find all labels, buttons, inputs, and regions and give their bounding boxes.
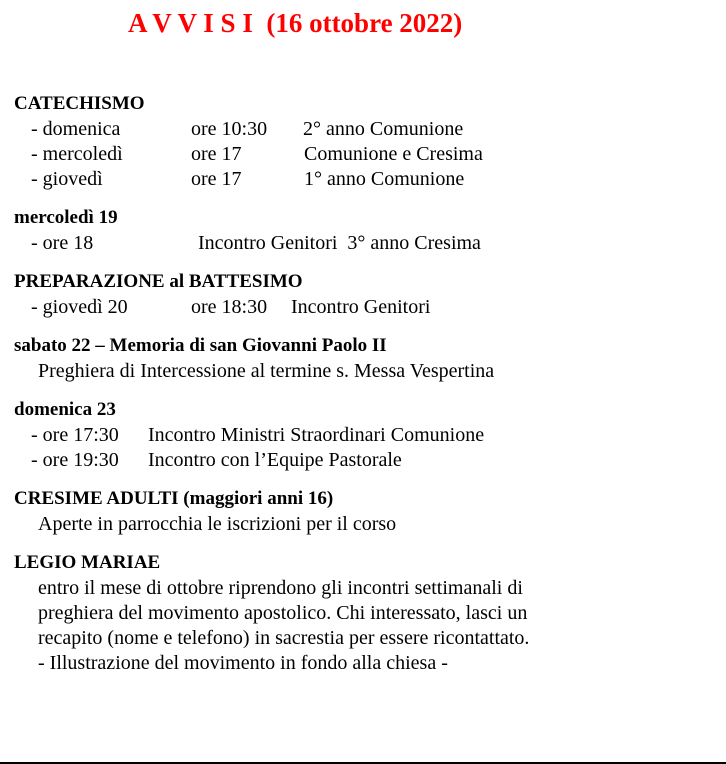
row-day: - ore 18: [31, 232, 94, 254]
section-cresime-adulti: [14, 486, 726, 537]
row-time: ore 17: [191, 143, 242, 165]
schedule-row: [14, 142, 726, 167]
section-preparazione-battesimo: [14, 269, 726, 320]
section-line: entro il mese di ottobre riprendono gli incontri settimanali di: [38, 577, 523, 599]
section-heading: CRESIME ADULTI (maggiori anni 16): [14, 488, 334, 509]
section-domenica-23: [14, 397, 726, 473]
row-time: ore 18:30: [191, 296, 268, 318]
row-day: - ore 17:30: [31, 424, 119, 446]
schedule-row: [14, 295, 726, 320]
section-line: Preghiera di Intercessione al termine s. Messa Vespertina: [38, 360, 495, 382]
section-line: - Illustrazione del movimento in fondo alla chiesa -: [38, 652, 448, 674]
row-day: - giovedì 20: [31, 296, 128, 318]
section-heading: LEGIO MARIAE: [14, 552, 161, 573]
row-description: 1° anno Comunione: [304, 168, 465, 190]
section-heading: sabato 22 – Memoria di san Giovanni Paolo II: [14, 335, 387, 356]
row-description: Incontro Genitori: [291, 296, 431, 318]
row-day: - ore 19:30: [31, 449, 119, 471]
section-legio-mariae: [14, 550, 726, 676]
section-line: Aperte in parrocchia le iscrizioni per il corso: [38, 513, 397, 535]
section-sabato-22: [14, 333, 726, 384]
section-mercoledi-19: [14, 205, 726, 256]
row-description: Incontro Ministri Straordinari Comunione: [148, 424, 485, 446]
row-day: - domenica: [31, 118, 121, 140]
schedule-row: [14, 117, 726, 142]
section-line: preghiera del movimento apostolico. Chi interessato, lasci un: [38, 602, 528, 624]
schedule-row: [14, 231, 726, 256]
row-description: Comunione e Cresima: [304, 143, 483, 165]
page-title: A V V I S I (16 ottobre 2022): [128, 8, 463, 38]
row-day: - giovedì: [31, 168, 103, 190]
schedule-row: [14, 423, 726, 448]
section-catechismo: [14, 91, 726, 192]
announcements-body: [0, 38, 726, 676]
row-description: 2° anno Comunione: [303, 118, 464, 140]
schedule-row: [14, 448, 726, 473]
section-heading: CATECHISMO: [14, 93, 145, 114]
row-time: ore 10:30: [191, 118, 268, 140]
row-time: ore 17: [191, 168, 242, 190]
section-heading: PREPARAZIONE al BATTESIMO: [14, 271, 303, 292]
row-description: Incontro Genitori 3° anno Cresima: [198, 232, 481, 254]
row-day: - mercoledì: [31, 143, 123, 165]
section-heading: mercoledì 19: [14, 207, 118, 228]
section-line: recapito (nome e telefono) in sacrestia per essere ricontattato.: [38, 627, 530, 649]
schedule-row: [14, 167, 726, 192]
section-heading: domenica 23: [14, 399, 116, 420]
row-description: Incontro con l’Equipe Pastorale: [148, 449, 402, 471]
